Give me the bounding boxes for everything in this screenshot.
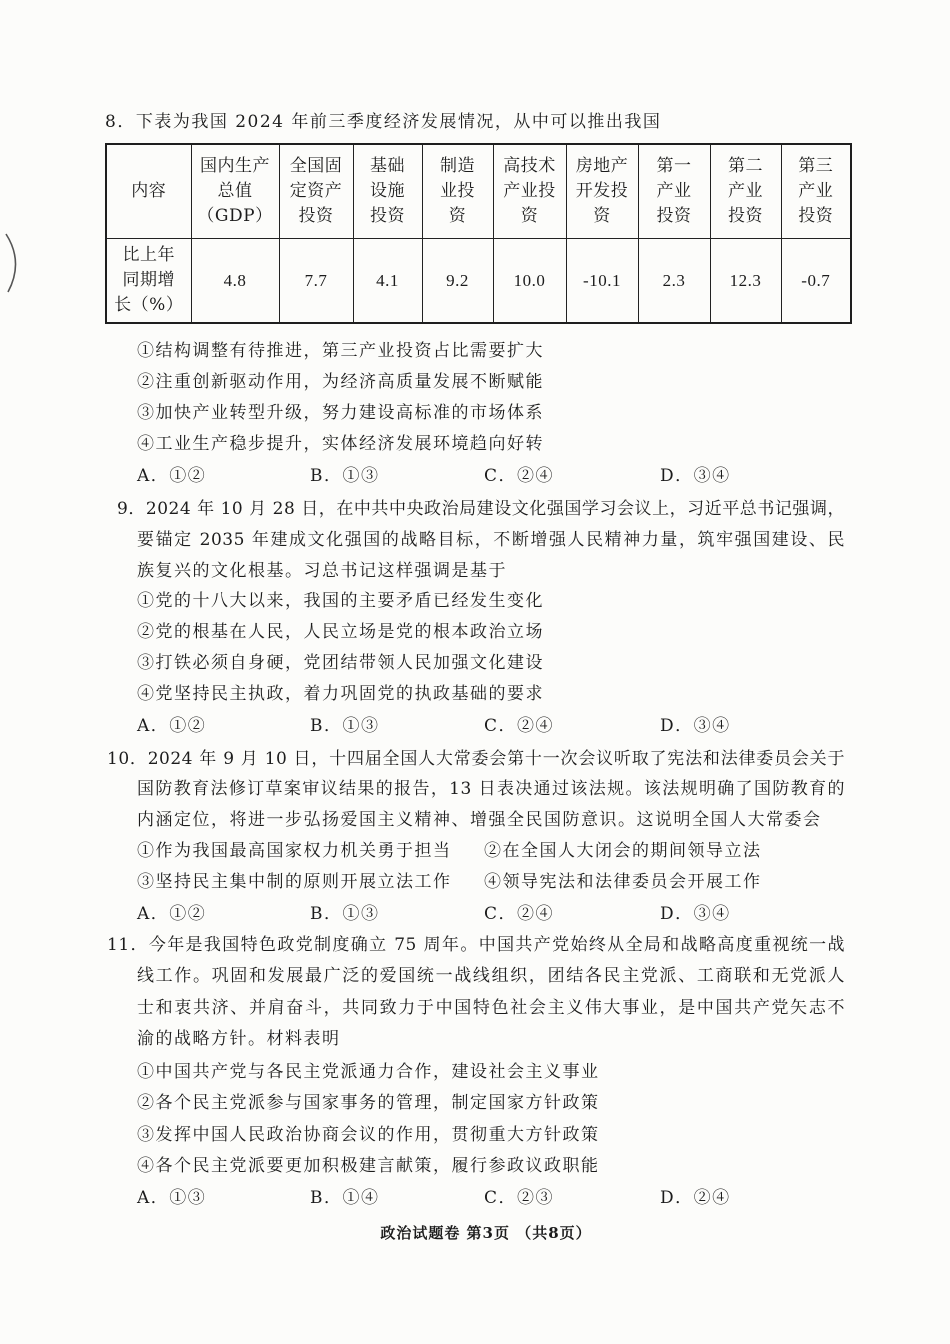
q11-choice-b: B．①④ (310, 1188, 380, 1208)
q10-choice-b: B．①③ (310, 904, 380, 924)
q9-choice-d: D．③④ (660, 716, 731, 736)
q10-option-1: ①作为我国最高国家权力机关勇于担当 (137, 841, 452, 861)
question-9-stem-line-3: 族复兴的文化根基。习总书记这样强调是基于 (137, 561, 507, 581)
question-9-stem-line-1: 9．2024 年 10 月 28 日，在中共中央政治局建设文化强国学习会议上，习近平总书记强调， (117, 499, 845, 519)
table-row-label: 比上年 同期增 长（%） (106, 238, 191, 323)
q8-option-2: ②注重创新驱动作用，为经济高质量发展不断赋能 (137, 372, 544, 392)
q8-choice-a: A．①② (137, 466, 207, 486)
q10-option-2: ②在全国人大闭会的期间领导立法 (484, 841, 762, 861)
table-header-cell: 高技术 产业投 资 (493, 144, 566, 238)
q9-option-3: ③打铁必须自身硬，党团结带领人民加强文化建设 (137, 653, 544, 673)
table-header-cell: 第二 产业 投资 (710, 144, 781, 238)
table-header-row (106, 144, 851, 238)
scan-margin-mark (0, 232, 26, 296)
question-8-stem: 8．下表为我国 2024 年前三季度经济发展情况，从中可以推出我国 (105, 112, 662, 132)
table-header-cell: 基础 设施 投资 (353, 144, 422, 238)
table-header-cell: 房地产 开发投 资 (566, 144, 638, 238)
q9-choice-c: C．②④ (484, 716, 555, 736)
question-10-stem-line-3: 内涵定位，将进一步弘扬爱国主义精神、增强全民国防意识。这说明全国人大常委会 (137, 810, 822, 830)
q11-option-2: ②各个民主党派参与国家事务的管理，制定国家方针政策 (137, 1093, 600, 1113)
table-value-cell: 7.7 (279, 238, 353, 323)
table-header-cell: 第一 产业 投资 (638, 144, 710, 238)
q10-option-3: ③坚持民主集中制的原则开展立法工作 (137, 872, 452, 892)
table-header-cell: 第三 产业 投资 (781, 144, 851, 238)
q11-choice-d: D．②④ (660, 1188, 731, 1208)
question-11-stem-line-1: 11．今年是我国特色政党制度确立 75 周年。中国共产党始终从全局和战略高度重视统一战 (107, 935, 845, 955)
table-value-cell: 10.0 (493, 238, 566, 323)
question-10-stem-line-1: 10．2024 年 9 月 10 日，十四届全国人大常委会第十一次会议听取了宪法和法律委员会关于 (107, 749, 845, 769)
q10-choice-d: D．③④ (660, 904, 731, 924)
q8-option-3: ③加快产业转型升级，努力建设高标准的市场体系 (137, 403, 544, 423)
q9-option-2: ②党的根基在人民，人民立场是党的根本政治立场 (137, 622, 544, 642)
q10-choice-c: C．②④ (484, 904, 555, 924)
question-9-stem-line-2: 要锚定 2035 年建成文化强国的战略目标，不断增强人民精神力量，筑牢强国建设、民 (137, 530, 845, 550)
q11-option-4: ④各个民主党派要更加积极建言献策，履行参政议政职能 (137, 1156, 600, 1176)
q8-choice-b: B．①③ (310, 466, 380, 486)
table-value-cell: 4.1 (353, 238, 422, 323)
question-11-stem-line-2: 线工作。巩固和发展最广泛的爱国统一战线组织，团结各民主党派、工商联和无党派人 (137, 966, 845, 986)
q10-option-4: ④领导宪法和法律委员会开展工作 (484, 872, 762, 892)
q11-option-1: ①中国共产党与各民主党派通力合作，建设社会主义事业 (137, 1062, 600, 1082)
table-header-cell: 制造 业投 资 (422, 144, 493, 238)
q9-option-1: ①党的十八大以来，我国的主要矛盾已经发生变化 (137, 591, 544, 611)
q8-choice-d: D．③④ (660, 466, 731, 486)
q9-choice-b: B．①③ (310, 716, 380, 736)
table-header-cell: 内容 (106, 144, 191, 238)
page-footer: 政治试题卷 第3页 （共8页） (380, 1224, 592, 1242)
q11-choice-a: A．①③ (137, 1188, 207, 1208)
q9-option-4: ④党坚持民主执政，着力巩固党的执政基础的要求 (137, 684, 544, 704)
q9-choice-a: A．①② (137, 716, 207, 736)
q10-choice-a: A．①② (137, 904, 207, 924)
table-data-row (106, 238, 851, 323)
table-header-cell: 全国固 定资产 投资 (279, 144, 353, 238)
table-value-cell: 12.3 (710, 238, 781, 323)
q8-choice-c: C．②④ (484, 466, 555, 486)
table-value-cell: -10.1 (566, 238, 638, 323)
table-value-cell: -0.7 (781, 238, 851, 323)
data-table (105, 143, 852, 324)
q8-option-1: ①结构调整有待推进，第三产业投资占比需要扩大 (137, 341, 544, 361)
question-11-stem-line-4: 渝的战略方针。材料表明 (137, 1029, 341, 1049)
question-10-stem-line-2: 国防教育法修订草案审议结果的报告，13 日表决通过该法规。该法规明确了国防教育的 (137, 779, 845, 799)
table-value-cell: 4.8 (191, 238, 279, 323)
q11-option-3: ③发挥中国人民政治协商会议的作用，贯彻重大方针政策 (137, 1125, 600, 1145)
q8-option-4: ④工业生产稳步提升，实体经济发展环境趋向好转 (137, 434, 544, 454)
table-value-cell: 2.3 (638, 238, 710, 323)
q11-choice-c: C．②③ (484, 1188, 555, 1208)
economic-data-table (105, 143, 852, 324)
table-value-cell: 9.2 (422, 238, 493, 323)
table-header-cell: 国内生产 总值 （GDP） (191, 144, 279, 238)
question-11-stem-line-3: 士和衷共济、并肩奋斗，共同致力于中国特色社会主义伟大事业，是中国共产党矢志不 (137, 998, 845, 1018)
